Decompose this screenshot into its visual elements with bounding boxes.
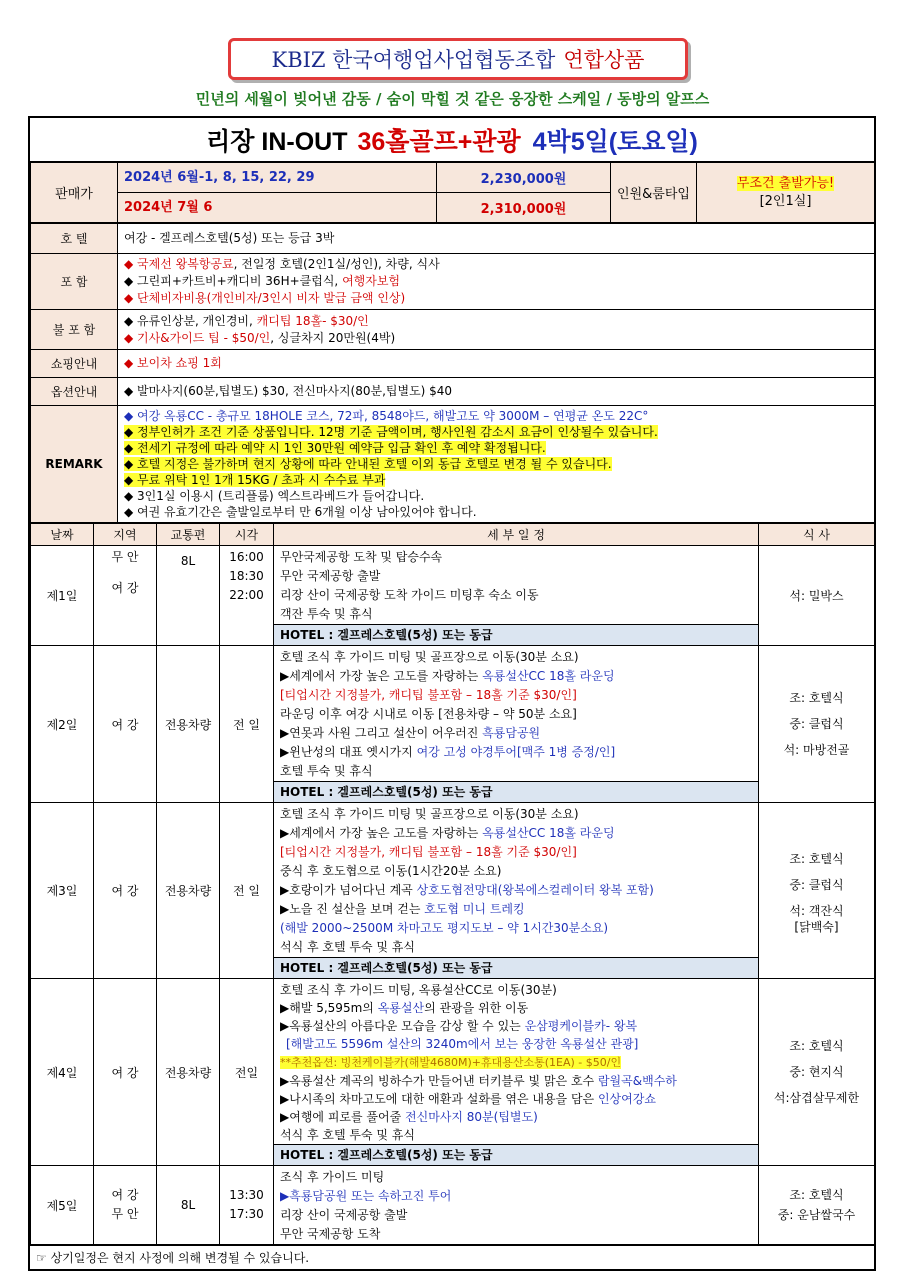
day-region [94,546,157,646]
day-transport: 전용차량 [157,979,220,1166]
day-row-4 [31,979,875,1166]
detail-text: ▶옥룡설산의 아름다운 모습을 감상 할 수 있는 [280,1019,525,1033]
meal-dinner: 석: 밀박스 [789,588,844,603]
day-region: 여 강 [94,646,157,803]
day-row-5 [31,1166,875,1245]
region-origin: 무 안 [111,550,139,564]
detail-line: 라운딩 이후 여강 시내로 이동 [전용차량 – 약 50분 소요] [280,707,577,721]
detail-highlight: 운삼평케이블카- 왕복 [524,1019,638,1033]
include-insurance: 여행자보험 [342,274,401,288]
day-detail [274,546,759,646]
detail-line: 객잔 투숙 및 휴식 [280,607,373,621]
schedule-header [31,524,875,546]
exclude-row [31,310,875,350]
meal-breakfast: 조: 호텔식 [789,1188,844,1202]
room-type: [2인1실] [759,193,812,209]
itinerary-document [28,116,876,1271]
detail-text: ▶해발 5,595m의 [280,1001,378,1015]
day-time: 전일 [220,979,274,1166]
day-meal [759,646,875,803]
day-label: 제5일 [31,1166,94,1245]
include-hotel: , 전일정 호텔(2인1실/성인), 차량, 식사 [233,257,440,271]
detail-line: 리장 산이 국제공항 도착 가이드 미팅후 숙소 이동 [280,588,539,602]
detail-highlight: 호도협 미니 트레킹 [424,902,525,916]
shopping-row [31,350,875,378]
detail-line: 호텔 조식 후 가이드 미팅 및 골프장으로 이동(30분 소요) [280,650,579,664]
exclude-guide-tip: ◆ 기사&가이드 팁 - $50/인 [124,330,271,345]
day-detail [274,979,759,1166]
room-info [697,163,875,223]
detail-highlight: 인상여강쇼 [597,1092,656,1106]
price-dates-1: 2024년 6월-1, 8, 15, 22, 29 [118,163,437,193]
include-label: 포 함 [31,254,118,310]
hotel-value: 여강 - 겔프레스호텔(5성) 또는 등급 3박 [118,224,875,254]
remark-value [118,406,875,523]
option-value: ◆ 발마사지(60분,팁별도) $30, 전신마사지(80분,팁별도) $40 [118,378,875,406]
detail-text: 의 관광을 위한 이동 [424,1001,529,1015]
day-row-1 [31,546,875,646]
remark-hotel-change: ◆ 호텔 지정은 불가하며 현지 상황에 따라 안내된 호텔 이외 동급 호텔로 변경 될 수 있습니다. [124,457,612,471]
exclude-value [118,310,875,350]
time-3: 22:00 [229,588,264,602]
day-meal [759,546,875,646]
col-time: 시각 [220,524,274,546]
exclude-personal: ◆ 유류인상분, 개인경비, [124,313,257,328]
time-1: 16:00 [229,550,264,564]
detail-line: 석식 후 호텔 투숙 및 휴식 [280,940,415,954]
day-detail [274,803,759,979]
price-label: 판매가 [31,163,118,223]
shopping-label: 쇼핑안내 [31,350,118,378]
price-row-1 [31,163,875,193]
include-green-fee: ◆ 그린피+카트비+캐디비 36H+클럽식, [124,274,343,288]
day-meal [759,1166,875,1245]
detail-line: [해발고도 5596m 설산의 3240m에서 보는 웅장한 옥룡설산 관광] [286,1037,639,1051]
remark-triple: ◆ 3인1실 이용시 (트리플룸) 엑스트라베드가 들어갑니다. [124,489,425,503]
include-airfare: ◆ 국제선 왕복항공료 [124,257,234,271]
day-label: 제3일 [31,803,94,979]
departure-guarantee: 무조건 출발가능! [736,175,835,191]
col-transport: 교통편 [157,524,220,546]
detail-highlight: 옥룡설산CC 18홀 라운딩 [482,826,615,840]
time-1: 13:30 [229,1188,264,1202]
detail-line: 리장 산이 국제공항 출발 [280,1208,408,1222]
day-region: 여 강 [94,803,157,979]
detail-line: [티업시간 지정불가, 캐디팁 불포함 – 18홀 기준 $30/인] [280,845,577,859]
remark-charter: ◆ 전세기 규정에 따라 예약 시 1인 30만원 예약금 입금 확인 후 예약 확정됩니다. [124,441,546,455]
day-time [220,1166,274,1245]
title-package: 36홀골프+관광 [357,127,521,156]
price-amount-1: 2,230,000원 [437,163,611,193]
meal-breakfast: 조: 호텔식 [789,1039,844,1053]
room-label: 인원&룸타입 [611,163,697,223]
meal-breakfast: 조: 호텔식 [789,691,844,705]
detail-line: 조식 후 가이드 미팅 [280,1170,385,1184]
remark-row [31,406,875,523]
region-destination: 무 안 [111,1207,139,1221]
meal-lunch: 중: 운남쌀국수 [777,1208,856,1222]
meal-lunch: 중: 클럽식 [789,878,844,892]
title-duration: 4박5일(토요일) [532,127,698,156]
detail-line: 호텔 조식 후 가이드 미팅, 옥룡설산CC로 이동(30분) [280,983,557,997]
meal-dinner: 석: 객잔식 [789,904,844,918]
details-table [30,223,875,523]
detail-highlight: 상호도협전망대(왕복에스컬레이터 왕복 포함) [416,883,654,897]
remark-government: ◆ 정부인허가 조건 기준 상품입니다. 12명 기준 금액이며, 행사인원 감소시 요금이 인상될수 있습니다. [124,425,658,439]
hotel-row [31,224,875,254]
price-amount-2: 2,310,000원 [437,193,611,223]
day-label: 제4일 [31,979,94,1166]
detail-text: ▶윈난성의 대표 옛시가지 [280,745,417,759]
option-row [31,378,875,406]
day-transport: 전용차량 [157,646,220,803]
day-detail [274,646,759,803]
detail-line: (해발 2000~2500M 차마고도 평지도보 – 약 1시간30분소요) [280,921,609,935]
day-row-2 [31,646,875,803]
day-region [94,1166,157,1245]
day-meal [759,803,875,979]
hotel-line: HOTEL : 겔프레스호텔(5성) 또는 동급 [274,957,758,978]
detail-text: ▶노을 진 설산을 보며 걷는 [280,902,425,916]
detail-highlight: 옥룡설산CC 18홀 라운딩 [482,669,615,683]
meal-breakfast: 조: 호텔식 [789,852,844,866]
detail-line: 무안 국제공항 출발 [280,569,381,583]
page-title [30,118,874,162]
day-detail [274,1166,759,1245]
meal-dinner-note: [닭백숙] [794,920,839,934]
day-transport: 8L [157,1166,220,1245]
day-transport: 8L [157,546,220,646]
detail-highlight: 흑룡담공원 [482,726,541,740]
recommended-option: **추천옵션: 빙천케이블카(해발4680M)+휴대용산소통(1EA) - $50/인 [280,1056,622,1069]
detail-highlight: 옥룡설산 [377,1001,425,1015]
schedule-table [30,523,875,1245]
time-2: 17:30 [229,1207,264,1221]
remark-baggage: ◆ 무료 위탁 1인 1개 15KG / 초과 시 수수료 부과 [124,473,386,487]
footer-note: ☞ 상기일정은 현지 사정에 의해 변경될 수 있습니다. [30,1245,874,1269]
detail-line: 호텔 투숙 및 휴식 [280,764,373,778]
include-visa: ◆ 단체비자비용(개인비자/3인시 비자 발급 금액 인상) [124,291,406,305]
day-time: 전 일 [220,803,274,979]
remark-label: REMARK [31,406,118,523]
time-2: 18:30 [229,569,264,583]
detail-text: ▶세계에서 가장 높은 고도를 자랑하는 [280,669,483,683]
subtitle: 민년의 세월이 빚어낸 감동 / 숨이 막힐 것 같은 웅장한 스케일 / 동방의 알프스 [195,90,710,108]
hotel-line: HOTEL : 겔프레스호텔(5성) 또는 동급 [274,781,758,802]
exclude-single-charge: , 싱글차지 20만원(4박) [270,330,396,345]
col-day: 날짜 [31,524,94,546]
detail-line: 무안국제공항 도착 및 탑승수속 [280,550,443,564]
option-label: 옵션안내 [31,378,118,406]
col-region: 지역 [94,524,157,546]
day-row-3 [31,803,875,979]
meal-lunch: 중: 현지식 [789,1065,844,1079]
detail-highlight: 람월곡&백수하 [597,1074,677,1088]
badge-org: KBIZ 한국여행업사업협동조합 [271,48,556,72]
detail-line: [티업시간 지정불가, 캐디팁 불포함 – 18홀 기준 $30/인] [280,688,577,702]
meal-lunch: 중: 클럽식 [789,717,844,731]
detail-text: ▶세계에서 가장 높은 고도를 자랑하는 [280,826,483,840]
info-table [30,162,875,223]
include-value [118,254,875,310]
hotel-line: HOTEL : 겔프레스호텔(5성) 또는 동급 [274,1144,758,1165]
remark-golf-course: ◆ 여강 옥룡CC - 총규모 18HOLE 코스, 72파, 8548야드, 해발고도 약 3000M – 연평균 온도 22C° [124,409,649,423]
detail-line: ▶흑룡담공원 또는 속하고진 투어 [280,1189,452,1203]
day-label: 제2일 [31,646,94,803]
badge-tag: 연합상품 [563,48,645,72]
day-region: 여 강 [94,979,157,1166]
hotel-line: HOTEL : 겔프레스호텔(5성) 또는 동급 [274,624,758,645]
detail-text: ▶호랑이가 넘어다닌 계곡 [280,883,417,897]
detail-line: 중식 후 호도협으로 이동(1시간20분 소요) [280,864,502,878]
detail-line: 무안 국제공항 도착 [280,1227,381,1241]
detail-text: ▶나시족의 차마고도에 대한 애환과 설화를 엮은 내용을 담은 [280,1092,598,1106]
col-meal: 식 사 [759,524,875,546]
exclude-label: 불 포 함 [31,310,118,350]
price-dates-2: 2024년 7월 6 [118,193,437,223]
detail-highlight: 전신마사지 80분(팁별도) [405,1110,538,1124]
day-time [220,546,274,646]
detail-text: ▶옥룡설산 계곡의 빙하수가 만들어낸 터키블루 빛 맑은 호수 [280,1074,598,1088]
day-label: 제1일 [31,546,94,646]
day-transport: 전용차량 [157,803,220,979]
meal-dinner: 석:삼겹살무제한 [773,1091,860,1105]
detail-text: ▶여행에 피로를 풀어줄 [280,1110,406,1124]
detail-line: 호텔 조식 후 가이드 미팅 및 골프장으로 이동(30분 소요) [280,807,579,821]
region-destination: 여 강 [111,581,139,595]
exclude-caddie-tip: 캐디팁 18홀- $30/인 [256,313,369,328]
detail-text: ▶연못과 사원 그리고 설산이 어우러진 [280,726,483,740]
region-origin: 여 강 [111,1188,139,1202]
meal-dinner: 석: 마방전골 [783,743,850,757]
hotel-label: 호 텔 [31,224,118,254]
title-destination: 리장 IN-OUT [206,127,348,156]
detail-highlight: 여강 고성 야경투어[맥주 1병 증정/인] [416,745,616,759]
product-badge [228,38,688,80]
col-detail: 세 부 일 정 [274,524,759,546]
include-row [31,254,875,310]
shopping-value: ◆ 보이차 쇼핑 1회 [118,350,875,378]
remark-passport: ◆ 여권 유효기간은 출발일로부터 만 6개월 이상 남아있어야 합니다. [124,505,477,519]
day-meal [759,979,875,1166]
detail-line: 석식 후 호텔 투숙 및 휴식 [280,1128,415,1142]
day-time: 전 일 [220,646,274,803]
